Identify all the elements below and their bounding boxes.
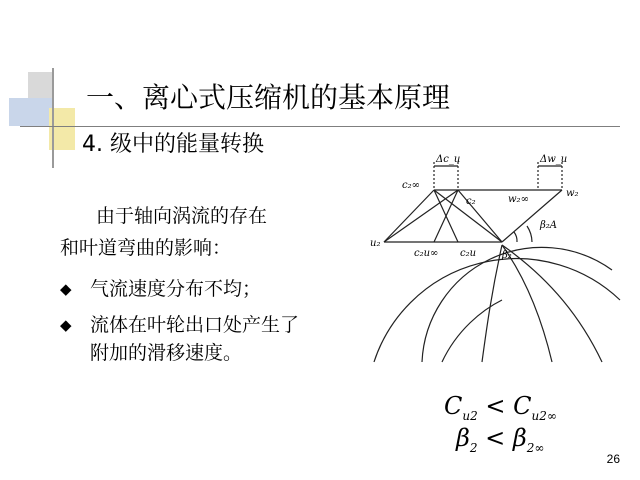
bullet-text-1: 气流速度分布不均； xyxy=(90,278,262,300)
slide-title: 一、离心式压缩机的基本原理 xyxy=(86,81,451,114)
impeller-blade-1 xyxy=(442,300,502,362)
decorative-vertical-line xyxy=(52,68,54,168)
label-delta-wu: Δw_u xyxy=(540,154,568,165)
label-w2inf: w₂∞ xyxy=(508,194,529,205)
label-u2: u₂ xyxy=(370,238,381,249)
impeller-blade-3 xyxy=(502,245,552,362)
impeller-outer-arc xyxy=(374,259,620,362)
paragraph-line-2: 和叶道弯曲的影响： xyxy=(60,237,232,259)
diamond-bullet-icon: ◆ xyxy=(60,316,72,334)
page-number: 26 xyxy=(606,452,620,466)
label-c2inf: c₂∞ xyxy=(402,180,420,191)
c2-vector xyxy=(384,190,458,242)
label-beta2: β₂ xyxy=(502,250,512,261)
w2-vector xyxy=(458,190,502,242)
label-w2: w₂ xyxy=(566,188,579,199)
label-c2: c₂ xyxy=(466,196,476,207)
label-beta2A: β₂A xyxy=(540,220,558,231)
label-delta-cu: Δc_u xyxy=(436,154,461,165)
bullet-text-2: 流体在叶轮出口处产生了 xyxy=(90,314,300,336)
c2inf-vector xyxy=(384,190,434,242)
decorative-blue-block xyxy=(9,98,53,126)
formula-beta-inequality: $\beta_2 < \beta_{2\infty}$ xyxy=(456,424,545,455)
velocity-triangle-diagram xyxy=(362,150,622,365)
paragraph-line-1: 由于轴向涡流的存在 xyxy=(96,205,268,227)
impeller-inner-arc xyxy=(422,247,612,362)
diamond-bullet-icon: ◆ xyxy=(60,280,72,298)
slide-subtitle: 4. 级中的能量转换 xyxy=(82,132,264,157)
title-underline xyxy=(20,126,620,127)
label-c2u-inf: c₂u∞ xyxy=(414,248,439,259)
bullet-text-2-continuation: 附加的滑移速度。 xyxy=(90,342,243,364)
beta2A-arc xyxy=(527,226,532,242)
formula-cu-inequality: $C_{u2} < C_{u2\infty}$ xyxy=(444,392,557,423)
label-c2u: c₂u xyxy=(460,248,477,259)
beta2-arc xyxy=(514,232,517,242)
